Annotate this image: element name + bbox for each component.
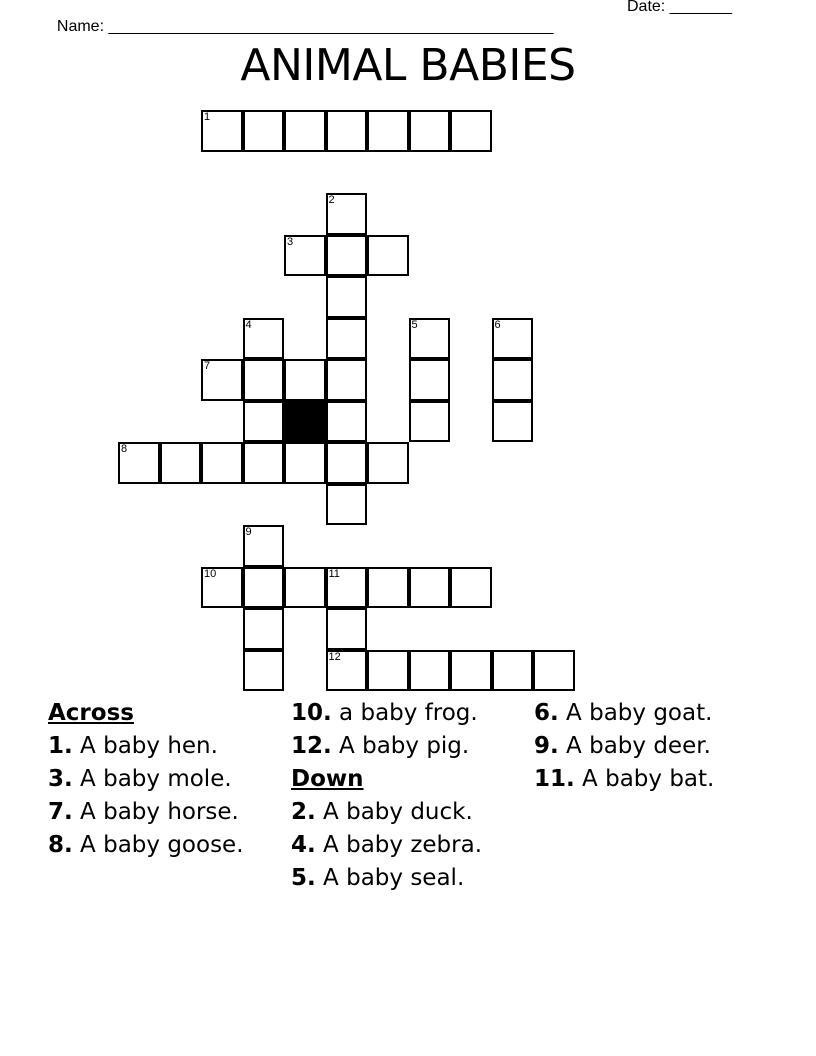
clue-down-6	[534, 700, 794, 727]
crossword-cell[interactable]	[284, 359, 326, 401]
crossword-cell[interactable]	[243, 110, 285, 152]
crossword-cell[interactable]	[367, 567, 409, 609]
clue-down-4	[291, 832, 531, 859]
clue-number: 9.	[534, 733, 559, 759]
crossword-cell[interactable]	[201, 359, 243, 401]
crossword-cell[interactable]	[243, 567, 285, 609]
crossword-cell[interactable]	[243, 608, 285, 650]
clue-down-5	[291, 865, 531, 892]
crossword-cell[interactable]	[243, 525, 285, 567]
crossword-cell[interactable]	[409, 650, 451, 692]
crossword-cell[interactable]	[243, 401, 285, 443]
crossword-cell[interactable]	[326, 608, 368, 650]
crossword-cell[interactable]	[367, 235, 409, 277]
clues-column-2	[291, 700, 531, 898]
clue-text: A baby zebra.	[315, 832, 483, 858]
crossword-cell[interactable]	[492, 359, 534, 401]
clue-across-12	[291, 733, 531, 760]
crossword-cell[interactable]	[284, 235, 326, 277]
crossword-cell[interactable]	[492, 318, 534, 360]
clue-text: A baby deer.	[558, 733, 711, 759]
crossword-cell[interactable]	[243, 650, 285, 692]
clue-number: 7.	[48, 799, 73, 825]
clue-text: A baby bat.	[574, 766, 715, 792]
crossword-cell[interactable]	[243, 442, 285, 484]
crossword-cell[interactable]	[326, 276, 368, 318]
clue-number-label: 1	[204, 111, 211, 123]
clue-number-label: 12	[328, 650, 341, 663]
crossword-cell[interactable]	[201, 567, 243, 609]
clue-text: A baby pig.	[331, 733, 470, 759]
crossword-cell[interactable]	[326, 650, 368, 692]
clue-number: 11.	[534, 766, 575, 792]
clue-number: 2.	[291, 799, 316, 825]
clue-number-label: 7	[204, 360, 211, 372]
clue-text: a baby frog.	[331, 700, 478, 726]
crossword-cell[interactable]	[409, 110, 451, 152]
clue-number-label: 8	[121, 443, 128, 455]
clue-text: A baby mole.	[72, 766, 232, 792]
crossword-cell[interactable]	[243, 359, 285, 401]
clue-number: 12.	[291, 733, 332, 759]
clue-text: A baby hen.	[72, 733, 218, 759]
clue-text: A baby goose.	[72, 832, 244, 858]
clue-across-8	[48, 832, 258, 859]
crossword-cell[interactable]	[533, 650, 575, 692]
crossword-cell[interactable]	[450, 110, 492, 152]
crossword-cell[interactable]	[326, 318, 368, 360]
clues-column-3	[534, 700, 794, 799]
clue-text: A baby horse.	[72, 799, 239, 825]
clues-column-1	[48, 700, 258, 865]
clue-number: 10.	[291, 700, 332, 726]
crossword-cell[interactable]	[326, 359, 368, 401]
clue-number-label: 10	[204, 567, 217, 580]
date-field-label[interactable]: Date: _______	[627, 0, 732, 15]
clue-text: A baby duck.	[315, 799, 473, 825]
crossword-cell[interactable]	[326, 235, 368, 277]
clue-number-label: 6	[494, 318, 501, 331]
clue-number-label: 4	[245, 318, 252, 331]
crossword-cell[interactable]	[450, 567, 492, 609]
clue-number: 5.	[291, 865, 316, 891]
crossword-cell[interactable]	[367, 650, 409, 692]
crossword-cell[interactable]	[326, 193, 368, 235]
crossword-block-cell	[284, 401, 326, 443]
crossword-cell[interactable]	[367, 110, 409, 152]
across-heading: Across	[48, 700, 134, 726]
crossword-cell[interactable]	[326, 567, 368, 609]
crossword-cell[interactable]	[201, 110, 243, 152]
clue-number: 4.	[291, 832, 316, 858]
clue-number-label: 5	[411, 318, 418, 331]
crossword-cell[interactable]	[409, 318, 451, 360]
crossword-cell[interactable]	[409, 401, 451, 443]
crossword-cell[interactable]	[326, 401, 368, 443]
crossword-cell[interactable]	[284, 110, 326, 152]
crossword-cell[interactable]	[326, 442, 368, 484]
clue-across-1	[48, 733, 258, 760]
clue-number: 8.	[48, 832, 73, 858]
clue-down-2	[291, 799, 531, 826]
clue-down-9	[534, 733, 794, 760]
clue-number-label: 11	[328, 567, 340, 580]
clue-number: 6.	[534, 700, 559, 726]
down-heading: Down	[291, 766, 364, 792]
crossword-cell[interactable]	[326, 110, 368, 152]
crossword-cell[interactable]	[243, 318, 285, 360]
crossword-cell[interactable]	[284, 442, 326, 484]
crossword-cell[interactable]	[492, 401, 534, 443]
clue-text: A baby goat.	[558, 700, 713, 726]
crossword-cell[interactable]	[492, 650, 534, 692]
crossword-cell[interactable]	[118, 442, 160, 484]
clue-across-7	[48, 799, 258, 826]
name-field-label[interactable]: Name: __________________________________________________	[56, 18, 554, 35]
crossword-cell[interactable]	[367, 442, 409, 484]
crossword-cell[interactable]	[326, 484, 368, 526]
clue-number-label: 2	[328, 194, 335, 206]
crossword-cell[interactable]	[201, 442, 243, 484]
crossword-cell[interactable]	[160, 442, 202, 484]
clue-across-3	[48, 766, 258, 793]
clue-down-11	[534, 766, 794, 793]
clue-number-label: 9	[245, 526, 252, 538]
puzzle-title: ANIMAL BABIES	[240, 40, 576, 91]
crossword-cell[interactable]	[409, 359, 451, 401]
clue-across-10	[291, 700, 531, 727]
clue-number: 1.	[48, 733, 73, 759]
clue-number: 3.	[48, 766, 73, 792]
crossword-cell[interactable]	[450, 650, 492, 692]
crossword-cell[interactable]	[409, 567, 451, 609]
crossword-cell[interactable]	[284, 567, 326, 609]
clue-text: A baby seal.	[315, 865, 465, 891]
clue-number-label: 3	[287, 235, 294, 248]
